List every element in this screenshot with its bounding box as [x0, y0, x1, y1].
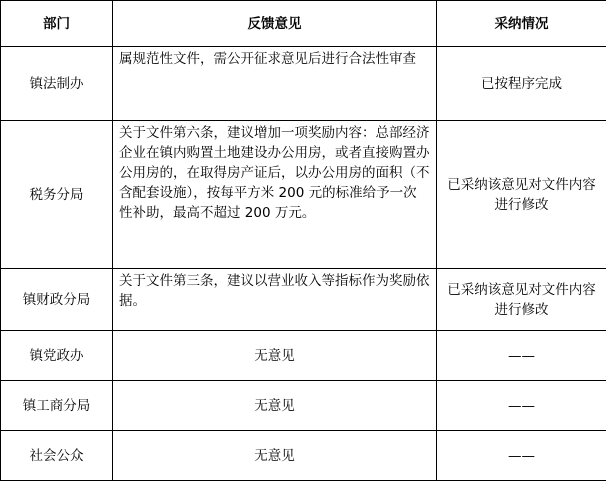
table-row [1, 269, 606, 331]
feedback-cell: 关于文件第三条，建议以营业收入等指标作为奖励依据。 [113, 269, 437, 331]
table-row [1, 121, 606, 269]
table-row [1, 431, 606, 481]
adoption-cell: 已采纳该意见对文件内容进行修改 [437, 121, 606, 269]
feedback-cell: 无意见 [113, 331, 437, 381]
table-row [1, 47, 606, 121]
adoption-cell: —— [437, 431, 606, 481]
header-adoption: 采纳情况 [437, 1, 606, 47]
header-row [1, 1, 606, 47]
adoption-cell: 已采纳该意见对文件内容进行修改 [437, 269, 606, 331]
feedback-cell: 关于文件第六条，建议增加一项奖励内容：总部经济企业在镇内购置土地建设办公用房，或者直接购置办公用房的，在取得房产证后，以办公用房的面积（不含配套设施），按每平方米 200 元的标准给予一次性补助，最高不超过 200 万元。 [113, 121, 437, 269]
department-cell: 镇工商分局 [1, 381, 113, 431]
department-cell: 镇党政办 [1, 331, 113, 381]
header-department: 部门 [1, 1, 113, 47]
adoption-cell: —— [437, 331, 606, 381]
department-cell: 镇财政分局 [1, 269, 113, 331]
table-body [1, 47, 606, 481]
adoption-cell: —— [437, 381, 606, 431]
table-row [1, 331, 606, 381]
table-row [1, 381, 606, 431]
department-cell: 社会公众 [1, 431, 113, 481]
feedback-cell: 无意见 [113, 431, 437, 481]
department-cell: 税务分局 [1, 121, 113, 269]
feedback-cell: 属规范性文件，需公开征求意见后进行合法性审查 [113, 47, 437, 121]
feedback-cell: 无意见 [113, 381, 437, 431]
table-header [1, 1, 606, 47]
adoption-cell: 已按程序完成 [437, 47, 606, 121]
department-cell: 镇法制办 [1, 47, 113, 121]
header-feedback: 反馈意见 [113, 1, 437, 47]
